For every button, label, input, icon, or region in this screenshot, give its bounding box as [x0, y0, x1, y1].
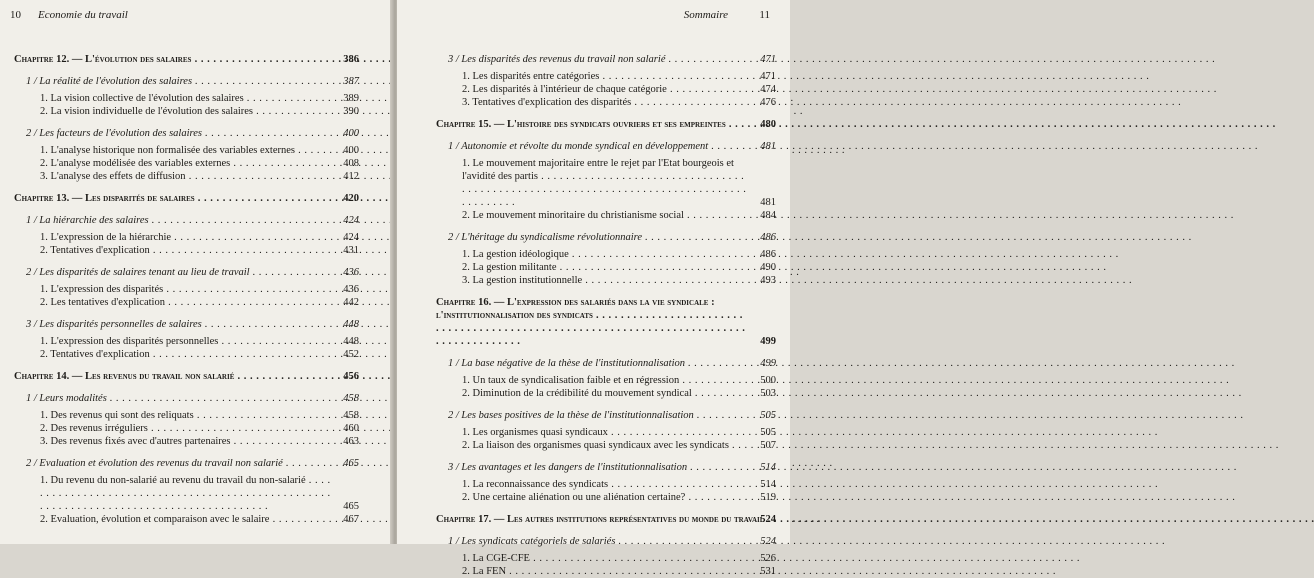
toc-entry-page: 486	[760, 232, 776, 243]
toc-entry-title: Chapitre 17. — Les autres institutions représentatives du monde du travail . . .	[436, 513, 748, 526]
toc-entry-page: 486	[760, 249, 776, 260]
toc-entry-title: 2. Le mouvement minoritaire du christianisme social . . .	[462, 209, 748, 222]
toc-entry-title: 1. La CGE-CFE . . .	[462, 552, 748, 565]
toc-entry-page: 463	[343, 436, 359, 447]
toc-entry-title: 1. La reconnaissance des syndicats . . .	[462, 478, 748, 491]
toc-entry-page: 474	[760, 84, 776, 95]
toc-entry-page: 480	[760, 119, 776, 130]
toc-entry-title: 2. La vision individuelle de l'évolution des salaires . . .	[40, 105, 331, 118]
toc-subsection-entry	[14, 170, 359, 183]
toc-chapter-entry	[14, 53, 359, 66]
right-running-head	[684, 9, 770, 21]
toc-subsection-entry	[14, 244, 359, 257]
toc-entry-title: 3. Des revenus fixés avec d'autres partenaires . . .	[40, 435, 331, 448]
toc-entry-page: 386	[343, 54, 359, 65]
toc-section-entry	[14, 318, 359, 331]
toc-subsection-entry	[14, 296, 359, 309]
toc-section-entry	[14, 127, 359, 140]
toc-subsection-entry	[14, 144, 359, 157]
toc-subsection-entry	[436, 274, 776, 287]
toc-entry-page: 452	[343, 349, 359, 360]
toc-entry-page: 458	[343, 410, 359, 421]
toc-entry-title: 1. La vision collective de l'évolution des salaires . . .	[40, 92, 331, 105]
toc-entry-title: 1 / Autonomie et révolte du monde syndical en développement . . .	[448, 140, 748, 153]
toc-entry-title: 2. Une certaine aliénation ou une aliénation certaine? . . .	[462, 491, 748, 504]
toc-subsection-entry	[436, 491, 776, 504]
toc-entry-title: 2. La gestion militante . . .	[462, 261, 748, 274]
left-page-number: 10	[10, 9, 21, 21]
toc-entry-title: 3. L'analyse des effets de diffusion . . .	[40, 170, 331, 183]
toc-entry-page: 420	[343, 193, 359, 204]
toc-subsection-entry	[436, 552, 776, 565]
toc-entry-title: 3 / Les disparités personnelles de salaires . . .	[26, 318, 331, 331]
toc-subsection-entry	[14, 513, 359, 526]
toc-entry-title: 2 / Les facteurs de l'évolution des salaires . . .	[26, 127, 331, 140]
toc-chapter-entry	[436, 296, 776, 348]
toc-entry-title: Chapitre 15. — L'histoire des syndicats ouvriers et ses empreintes . . .	[436, 118, 748, 131]
toc-entry-page: 442	[343, 297, 359, 308]
right-toc	[436, 53, 776, 578]
toc-chapter-entry	[14, 192, 359, 205]
toc-entry-title: 1. L'expression des disparités personnelles . . .	[40, 335, 331, 348]
toc-subsection-entry	[14, 92, 359, 105]
toc-entry-title: 1. Les disparités entre catégories . . .	[462, 70, 748, 83]
toc-subsection-entry	[436, 70, 776, 83]
toc-entry-title: 2. Les disparités à l'intérieur de chaque catégorie . . .	[462, 83, 748, 96]
toc-entry-page: 456	[343, 371, 359, 382]
toc-subsection-entry	[14, 335, 359, 348]
toc-entry-page: 507	[760, 440, 776, 451]
left-page	[0, 0, 393, 544]
toc-entry-page: 481	[760, 197, 776, 208]
toc-entry-title: 2. Des revenus irréguliers . . .	[40, 422, 331, 435]
toc-entry-title: 1 / La réalité de l'évolution des salaires . . .	[26, 75, 331, 88]
toc-subsection-entry	[436, 387, 776, 400]
toc-section-entry	[14, 214, 359, 227]
toc-entry-page: 476	[760, 97, 776, 108]
toc-entry-title: 2. Diminution de la crédibilité du mouvement syndical . . .	[462, 387, 748, 400]
toc-entry-title: 2. La liaison des organismes quasi syndicaux avec les syndicats . . .	[462, 439, 748, 452]
toc-entry-page: 514	[760, 462, 776, 473]
toc-entry-title: 2. Evaluation, évolution et comparaison avec le salaire . . .	[40, 513, 331, 526]
left-running-head	[10, 9, 128, 21]
toc-section-entry	[14, 75, 359, 88]
toc-section-entry	[436, 231, 776, 244]
toc-subsection-entry	[436, 426, 776, 439]
toc-entry-page: 436	[343, 267, 359, 278]
right-page	[397, 0, 790, 577]
toc-entry-page: 490	[760, 262, 776, 273]
toc-entry-page: 471	[760, 54, 776, 65]
toc-section-entry	[436, 357, 776, 370]
toc-subsection-entry	[436, 478, 776, 491]
toc-entry-page: 499	[760, 336, 776, 347]
toc-entry-page: 424	[343, 215, 359, 226]
toc-subsection-entry	[436, 209, 776, 222]
toc-entry-page: 526	[760, 553, 776, 564]
toc-entry-page: 505	[760, 427, 776, 438]
toc-entry-page: 460	[343, 423, 359, 434]
toc-entry-page: 514	[760, 479, 776, 490]
toc-subsection-entry	[436, 248, 776, 261]
toc-entry-page: 471	[760, 71, 776, 82]
toc-subsection-entry	[14, 348, 359, 361]
toc-entry-title: Chapitre 14. — Les revenus du travail non salarié . . .	[14, 370, 331, 383]
toc-entry-title: 2. L'analyse modélisée des variables externes . . .	[40, 157, 331, 170]
toc-entry-title: 1. L'analyse historique non formalisée des variables externes . . .	[40, 144, 331, 157]
toc-entry-title: 1 / Les syndicats catégoriels de salariés . . .	[448, 535, 748, 548]
toc-entry-page: 400	[343, 145, 359, 156]
toc-section-entry	[14, 266, 359, 279]
right-running-title: Sommaire	[683, 9, 728, 21]
toc-entry-page: 431	[343, 245, 359, 256]
toc-subsection-entry	[436, 565, 776, 578]
toc-entry-title: 1. Les organismes quasi syndicaux . . .	[462, 426, 748, 439]
toc-entry-page: 500	[760, 375, 776, 386]
toc-section-entry	[436, 409, 776, 422]
toc-entry-page: 458	[343, 393, 359, 404]
toc-subsection-entry	[436, 439, 776, 452]
toc-entry-page: 524	[760, 536, 776, 547]
toc-entry-title: 3 / Les disparités des revenus du travail non salarié . . .	[448, 53, 748, 66]
toc-subsection-entry	[14, 157, 359, 170]
toc-subsection-entry	[14, 474, 359, 513]
toc-subsection-entry	[14, 422, 359, 435]
toc-entry-page: 503	[760, 388, 776, 399]
toc-entry-page: 481	[760, 141, 776, 152]
toc-section-entry	[14, 392, 359, 405]
right-page-number: 11	[759, 9, 770, 21]
toc-section-entry	[436, 535, 776, 548]
toc-entry-title: 1. Un taux de syndicalisation faible et en régression . . .	[462, 374, 748, 387]
toc-entry-title: 1. La gestion idéologique . . .	[462, 248, 748, 261]
toc-entry-page: 448	[343, 319, 359, 330]
toc-entry-page: 389	[343, 93, 359, 104]
toc-entry-page: 424	[343, 232, 359, 243]
toc-entry-page: 387	[343, 76, 359, 87]
toc-entry-page: 465	[343, 501, 359, 512]
toc-entry-page: 519	[760, 492, 776, 503]
toc-entry-title: 2. Les tentatives d'explication . . .	[40, 296, 331, 309]
toc-entry-title: 2. Tentatives d'explication . . .	[40, 244, 331, 257]
toc-chapter-entry	[14, 370, 359, 383]
toc-entry-title: 3. La gestion institutionnelle . . .	[462, 274, 748, 287]
toc-subsection-entry	[14, 105, 359, 118]
toc-entry-title: 3 / Les avantages et les dangers de l'institutionnalisation . . .	[448, 461, 748, 474]
toc-entry-title: 1 / La base négative de la thèse de l'institutionnalisation . . .	[448, 357, 748, 370]
toc-section-entry	[436, 461, 776, 474]
toc-entry-page: 400	[343, 128, 359, 139]
toc-entry-page: 484	[760, 210, 776, 221]
toc-entry-page: 499	[760, 358, 776, 369]
toc-entry-title: 1 / La hiérarchie des salaires . . .	[26, 214, 331, 227]
toc-subsection-entry	[14, 435, 359, 448]
toc-entry-title: Chapitre 13. — Les disparités de salaires . . .	[14, 192, 331, 205]
toc-entry-page: 505	[760, 410, 776, 421]
toc-subsection-entry	[436, 83, 776, 96]
toc-entry-title: 2. La FEN . . .	[462, 565, 748, 578]
toc-subsection-entry	[436, 157, 776, 209]
toc-entry-page: 524	[760, 514, 776, 525]
toc-entry-title: Chapitre 16. — L'expression des salariés dans la vie syndicale : l'institutionnalisation des syndicats . . .	[436, 296, 748, 348]
toc-entry-page: 467	[343, 514, 359, 525]
toc-entry-title: 2 / Les disparités de salaires tenant au lieu de travail . . .	[26, 266, 331, 279]
toc-entry-page: 493	[760, 275, 776, 286]
toc-entry-title: 1. Des revenus qui sont des reliquats . . .	[40, 409, 331, 422]
toc-section-entry	[14, 457, 359, 470]
toc-subsection-entry	[14, 231, 359, 244]
toc-chapter-entry	[436, 513, 776, 526]
toc-entry-title: 2 / Les bases positives de la thèse de l'institutionnalisation . . .	[448, 409, 748, 422]
toc-entry-page: 436	[343, 284, 359, 295]
toc-entry-title: 1. L'expression des disparités . . .	[40, 283, 331, 296]
toc-section-entry	[436, 53, 776, 66]
toc-entry-title: 1. Du revenu du non-salarié au revenu du travail du non-salarié . . .	[40, 474, 331, 513]
toc-entry-title: 2. Tentatives d'explication . . .	[40, 348, 331, 361]
toc-entry-page: 408	[343, 158, 359, 169]
toc-entry-title: 1. L'expression de la hiérarchie . . .	[40, 231, 331, 244]
toc-entry-page: 412	[343, 171, 359, 182]
toc-entry-page: 390	[343, 106, 359, 117]
toc-subsection-entry	[436, 96, 776, 109]
toc-entry-title: Chapitre 12. — L'évolution des salaires . . .	[14, 53, 331, 66]
toc-section-entry	[436, 140, 776, 153]
left-toc	[14, 53, 359, 526]
toc-subsection-entry	[14, 283, 359, 296]
toc-entry-title: 1. Le mouvement majoritaire entre le rejet par l'Etat bourgeois et l'avidité des partis . . .	[462, 157, 748, 209]
toc-entry-title: 3. Tentatives d'explication des disparités . . .	[462, 96, 748, 109]
toc-entry-title: 2 / Evaluation et évolution des revenus du travail non salarié . . .	[26, 457, 331, 470]
left-running-title: Economie du travail	[38, 9, 128, 21]
toc-entry-title: 2 / L'héritage du syndicalisme révolutionnaire . . .	[448, 231, 748, 244]
toc-chapter-entry	[436, 118, 776, 131]
toc-subsection-entry	[436, 374, 776, 387]
toc-subsection-entry	[14, 409, 359, 422]
toc-subsection-entry	[436, 261, 776, 274]
toc-entry-page: 465	[343, 458, 359, 469]
toc-entry-title: 1 / Leurs modalités . . .	[26, 392, 331, 405]
toc-entry-page: 448	[343, 336, 359, 347]
toc-entry-page: 531	[760, 566, 776, 577]
